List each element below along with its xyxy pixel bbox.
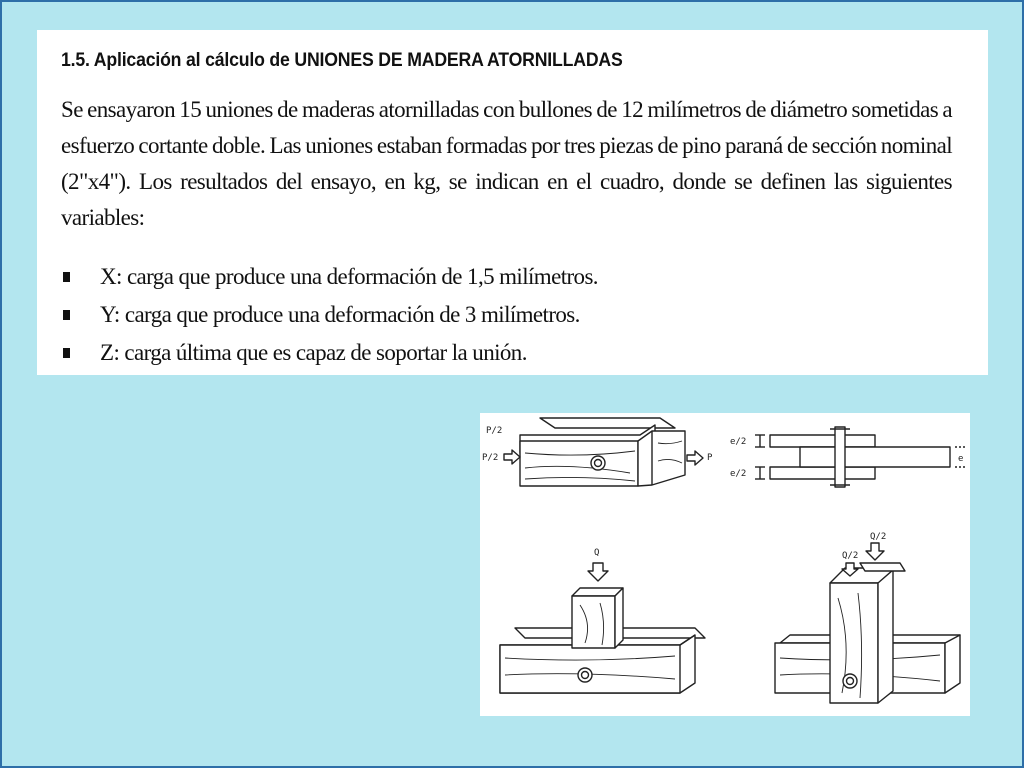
label-p-half-top: P/2: [486, 426, 503, 436]
compression-joint-drawing: [500, 563, 705, 693]
list-item: [61, 258, 952, 296]
list-item: [61, 334, 952, 372]
label-e: e: [958, 454, 964, 464]
joint-test-figure: [480, 413, 970, 716]
label-p: P: [707, 453, 713, 463]
label-q-half-a: Q/2: [870, 532, 887, 542]
label-e-half-top: e/2: [730, 437, 747, 447]
description-paragraph: Se ensayaron 15 uniones de maderas atornilladas con bullones de 12 milímetros de diámetro sometidas a esfuerzo cortante doble. Las uniones estaban formadas por tres piezas de pino paraná de sección nominal (2"x4"). Los resultados del ensayo, en kg, se indican en el cuadro, donde se definen las siguientes variables:: [61, 97, 952, 230]
bullet-icon: [63, 272, 70, 282]
list-item: [61, 296, 952, 334]
label-q: Q: [594, 548, 600, 558]
joint-illustrations: [480, 413, 970, 716]
bullet-icon: [63, 310, 70, 320]
label-e-half-bottom: e/2: [730, 469, 747, 479]
label-q-half-b: Q/2: [842, 551, 859, 561]
text-panel: [37, 30, 988, 375]
bullet-icon: [63, 348, 70, 358]
label-p-half-bottom: P/2: [482, 453, 499, 463]
section-heading: 1.5. Aplicación al cálculo de UNIONES DE MADERA ATORNILLADAS: [61, 50, 623, 71]
variable-x: X: carga que produce una deformación de 1,5 milímetros.: [100, 264, 598, 289]
elevation-drawing: [755, 427, 965, 487]
variable-z: Z: carga última que es capaz de soportar la unión.: [100, 340, 527, 365]
perspective-joint-drawing: [775, 543, 960, 703]
variable-list: [61, 258, 952, 372]
lateral-joint-drawing: [504, 418, 703, 486]
variable-y: Y: carga que produce una deformación de 3 milímetros.: [100, 302, 580, 327]
